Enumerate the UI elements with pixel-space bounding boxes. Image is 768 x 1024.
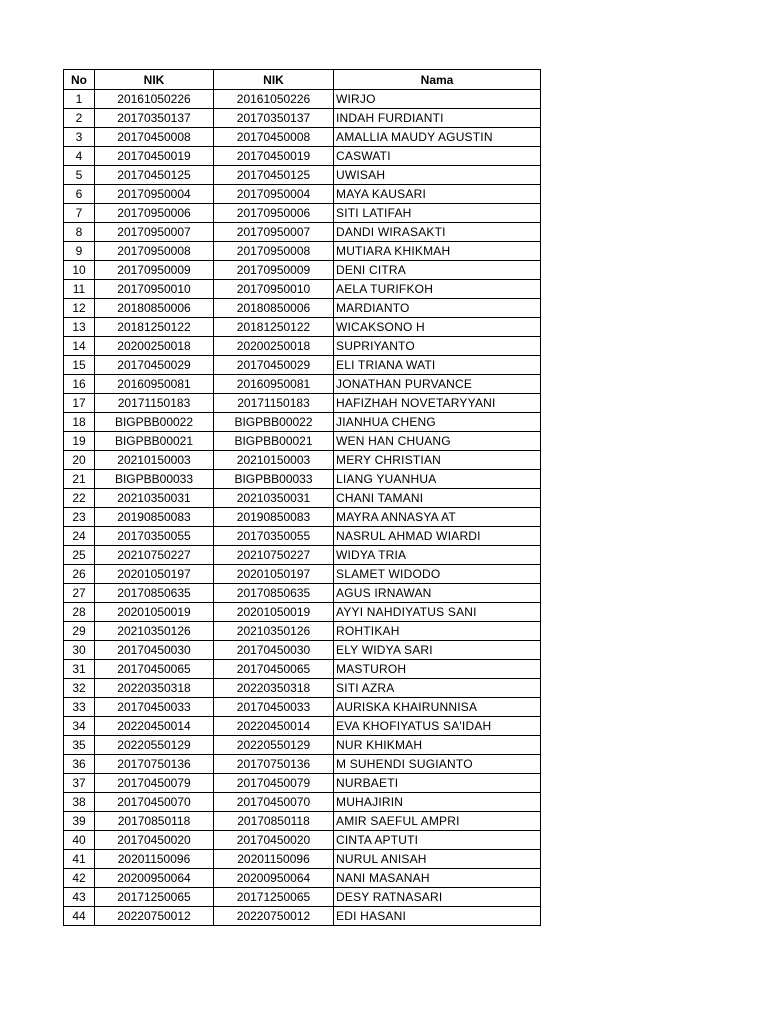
table-row [64,603,541,622]
row-nik-2: 20170450125 [214,166,334,185]
table-row [64,128,541,147]
row-nama: WIDYA TRIA [334,546,541,565]
row-nama: CHANI TAMANI [334,489,541,508]
row-nik-1: 20220350318 [95,679,214,698]
row-nama: WICAKSONO H [334,318,541,337]
row-nama: MERY CHRISTIAN [334,451,541,470]
table-body [64,90,541,926]
row-nama: LIANG YUANHUA [334,470,541,489]
row-nik-1: 20170950008 [95,242,214,261]
row-nik-2: 20171150183 [214,394,334,413]
row-nik-2: 20170950009 [214,261,334,280]
row-nik-2: 20170450020 [214,831,334,850]
row-number: 6 [64,185,95,204]
row-nik-2: 20190850083 [214,508,334,527]
row-nik-2: 20170950008 [214,242,334,261]
row-nama: SITI LATIFAH [334,204,541,223]
row-nik-2: 20201150096 [214,850,334,869]
table-row [64,375,541,394]
row-number: 4 [64,147,95,166]
row-nik-1: BIGPBB00022 [95,413,214,432]
row-nik-2: 20200250018 [214,337,334,356]
table-row [64,470,541,489]
row-nama: M SUHENDI SUGIANTO [334,755,541,774]
row-number: 7 [64,204,95,223]
row-nama: NASRUL AHMAD WIARDI [334,527,541,546]
row-nama: NURBAETI [334,774,541,793]
row-nama: MARDIANTO [334,299,541,318]
row-nik-2: 20170450070 [214,793,334,812]
row-nik-2: 20170450008 [214,128,334,147]
row-nik-2: 20181250122 [214,318,334,337]
row-number: 34 [64,717,95,736]
row-number: 32 [64,679,95,698]
row-nama: EDI HASANI [334,907,541,926]
row-nik-1: 20171250065 [95,888,214,907]
row-number: 21 [64,470,95,489]
row-number: 8 [64,223,95,242]
row-number: 29 [64,622,95,641]
row-nama: CINTA APTUTI [334,831,541,850]
row-nama: ROHTIKAH [334,622,541,641]
row-nik-1: 20220550129 [95,736,214,755]
row-nik-1: 20170950007 [95,223,214,242]
row-number: 19 [64,432,95,451]
table-row [64,166,541,185]
row-nik-1: 20190850083 [95,508,214,527]
table-row [64,280,541,299]
row-number: 16 [64,375,95,394]
row-nik-1: 20170850635 [95,584,214,603]
row-nik-1: BIGPBB00033 [95,470,214,489]
row-nama: MASTUROH [334,660,541,679]
table-row [64,451,541,470]
table-row [64,793,541,812]
row-nik-1: 20210150003 [95,451,214,470]
row-nik-2: 20170450033 [214,698,334,717]
table-row [64,337,541,356]
row-nik-2: 20180850006 [214,299,334,318]
row-number: 5 [64,166,95,185]
row-nama: DANDI WIRASAKTI [334,223,541,242]
table-row [64,774,541,793]
row-nik-1: 20170350055 [95,527,214,546]
row-nik-1: 20170450020 [95,831,214,850]
row-nama: NANI MASANAH [334,869,541,888]
table-row [64,318,541,337]
row-nik-1: 20170450030 [95,641,214,660]
table-row [64,850,541,869]
row-nama: AYYI NAHDIYATUS SANI [334,603,541,622]
table-row [64,755,541,774]
row-nik-1: 20210350031 [95,489,214,508]
row-nik-2: 20220750012 [214,907,334,926]
row-number: 23 [64,508,95,527]
header-nik-1: NIK [95,70,214,90]
row-number: 25 [64,546,95,565]
row-nama: DENI CITRA [334,261,541,280]
row-nik-2: 20170950006 [214,204,334,223]
header-nama: Nama [334,70,541,90]
row-nik-2: 20220350318 [214,679,334,698]
row-nama: SLAMET WIDODO [334,565,541,584]
table-row [64,90,541,109]
row-nama: AMALLIA MAUDY AGUSTIN [334,128,541,147]
row-nama: AELA TURIFKOH [334,280,541,299]
table-row [64,432,541,451]
row-nik-2: 20200950064 [214,869,334,888]
table-row [64,736,541,755]
table-row [64,413,541,432]
table-row [64,888,541,907]
table-row [64,584,541,603]
table-header [64,70,541,90]
header-row [64,70,541,90]
row-nik-2: BIGPBB00022 [214,413,334,432]
row-nik-2: 20160950081 [214,375,334,394]
row-nama: SUPRIYANTO [334,337,541,356]
table-row [64,907,541,926]
employee-table [63,69,541,926]
row-nik-1: 20171150183 [95,394,214,413]
row-nama: AGUS IRNAWAN [334,584,541,603]
row-nik-1: 20220450014 [95,717,214,736]
row-number: 36 [64,755,95,774]
row-number: 11 [64,280,95,299]
row-nik-2: 20170950010 [214,280,334,299]
row-nama: SITI AZRA [334,679,541,698]
row-nik-2: 20170850118 [214,812,334,831]
row-number: 22 [64,489,95,508]
row-number: 20 [64,451,95,470]
table-row [64,527,541,546]
row-number: 9 [64,242,95,261]
row-number: 44 [64,907,95,926]
row-number: 30 [64,641,95,660]
row-nik-1: 20170750136 [95,755,214,774]
row-nama: NUR KHIKMAH [334,736,541,755]
row-nama: AMIR SAEFUL AMPRI [334,812,541,831]
row-nik-1: 20220750012 [95,907,214,926]
table-row [64,660,541,679]
row-nik-1: 20170450033 [95,698,214,717]
table-row [64,508,541,527]
row-nik-1: 20201150096 [95,850,214,869]
row-nik-1: 20170950010 [95,280,214,299]
header-nik-2: NIK [214,70,334,90]
row-nik-1: 20200250018 [95,337,214,356]
row-number: 15 [64,356,95,375]
row-nik-1: 20210350126 [95,622,214,641]
row-nama: DESY RATNASARI [334,888,541,907]
row-number: 27 [64,584,95,603]
row-nik-1: BIGPBB00021 [95,432,214,451]
row-nama: MAYRA ANNASYA AT [334,508,541,527]
row-nama: MAYA KAUSARI [334,185,541,204]
row-nik-2: 20210350126 [214,622,334,641]
row-number: 28 [64,603,95,622]
row-nik-1: 20161050226 [95,90,214,109]
table-row [64,622,541,641]
row-number: 18 [64,413,95,432]
row-nama: WIRJO [334,90,541,109]
row-nama: NURUL ANISAH [334,850,541,869]
table-row [64,204,541,223]
row-number: 38 [64,793,95,812]
row-number: 17 [64,394,95,413]
table-row [64,546,541,565]
row-nik-2: 20161050226 [214,90,334,109]
row-nik-1: 20170350137 [95,109,214,128]
row-nik-1: 20170950004 [95,185,214,204]
row-nik-2: 20210350031 [214,489,334,508]
table-row [64,147,541,166]
table-row [64,812,541,831]
table-row [64,356,541,375]
header-no: No [64,70,95,90]
table-row [64,698,541,717]
table-row [64,242,541,261]
row-nik-1: 20170950006 [95,204,214,223]
row-nik-2: 20170450019 [214,147,334,166]
table-row [64,185,541,204]
row-nik-1: 20201050019 [95,603,214,622]
row-nik-1: 20170850118 [95,812,214,831]
table-row [64,223,541,242]
row-nik-2: 20170450030 [214,641,334,660]
row-number: 41 [64,850,95,869]
row-nama: JONATHAN PURVANCE [334,375,541,394]
table-row [64,679,541,698]
row-number: 40 [64,831,95,850]
row-number: 43 [64,888,95,907]
row-nama: ELY WIDYA SARI [334,641,541,660]
row-number: 13 [64,318,95,337]
row-nik-2: 20210150003 [214,451,334,470]
row-nama: JIANHUA CHENG [334,413,541,432]
row-number: 31 [64,660,95,679]
row-nik-2: 20210750227 [214,546,334,565]
row-nik-2: 20170350055 [214,527,334,546]
table-row [64,869,541,888]
row-nik-2: 20201050019 [214,603,334,622]
row-nik-1: 20170450079 [95,774,214,793]
row-nama: EVA KHOFIYATUS SA'IDAH [334,717,541,736]
row-number: 10 [64,261,95,280]
row-nik-2: 20170750136 [214,755,334,774]
row-nik-2: BIGPBB00033 [214,470,334,489]
row-number: 35 [64,736,95,755]
row-nama: MUHAJIRIN [334,793,541,812]
row-nama: HAFIZHAH NOVETARYYANI [334,394,541,413]
row-nik-1: 20170950009 [95,261,214,280]
table-row [64,299,541,318]
row-nik-1: 20180850006 [95,299,214,318]
row-nik-1: 20201050197 [95,565,214,584]
row-nama: INDAH FURDIANTI [334,109,541,128]
table-row [64,641,541,660]
row-number: 39 [64,812,95,831]
row-nik-2: 20170450029 [214,356,334,375]
row-nik-2: 20170450079 [214,774,334,793]
table-row [64,109,541,128]
row-nik-1: 20170450008 [95,128,214,147]
row-number: 3 [64,128,95,147]
row-number: 33 [64,698,95,717]
row-nama: UWISAH [334,166,541,185]
row-number: 2 [64,109,95,128]
row-nama: ELI TRIANA WATI [334,356,541,375]
row-nik-2: BIGPBB00021 [214,432,334,451]
row-number: 24 [64,527,95,546]
row-nik-1: 20181250122 [95,318,214,337]
row-number: 14 [64,337,95,356]
row-number: 1 [64,90,95,109]
table-row [64,565,541,584]
table-row [64,489,541,508]
row-nama: MUTIARA KHIKMAH [334,242,541,261]
row-nik-1: 20200950064 [95,869,214,888]
row-nik-1: 20210750227 [95,546,214,565]
row-nik-2: 20170350137 [214,109,334,128]
row-nama: WEN HAN CHUANG [334,432,541,451]
row-number: 37 [64,774,95,793]
row-nik-2: 20170450065 [214,660,334,679]
row-nik-1: 20170450070 [95,793,214,812]
row-nik-1: 20160950081 [95,375,214,394]
row-nik-2: 20220550129 [214,736,334,755]
table-row [64,831,541,850]
row-nik-1: 20170450125 [95,166,214,185]
row-number: 12 [64,299,95,318]
row-nama: AURISKA KHAIRUNNISA [334,698,541,717]
row-nik-2: 20170950004 [214,185,334,204]
table-row [64,394,541,413]
row-nik-1: 20170450029 [95,356,214,375]
row-nik-2: 20171250065 [214,888,334,907]
table-row [64,717,541,736]
row-nik-2: 20170950007 [214,223,334,242]
table-row [64,261,541,280]
row-nik-1: 20170450065 [95,660,214,679]
row-number: 42 [64,869,95,888]
row-nik-1: 20170450019 [95,147,214,166]
row-nik-2: 20201050197 [214,565,334,584]
row-nik-2: 20170850635 [214,584,334,603]
row-nama: CASWATI [334,147,541,166]
row-nik-2: 20220450014 [214,717,334,736]
row-number: 26 [64,565,95,584]
